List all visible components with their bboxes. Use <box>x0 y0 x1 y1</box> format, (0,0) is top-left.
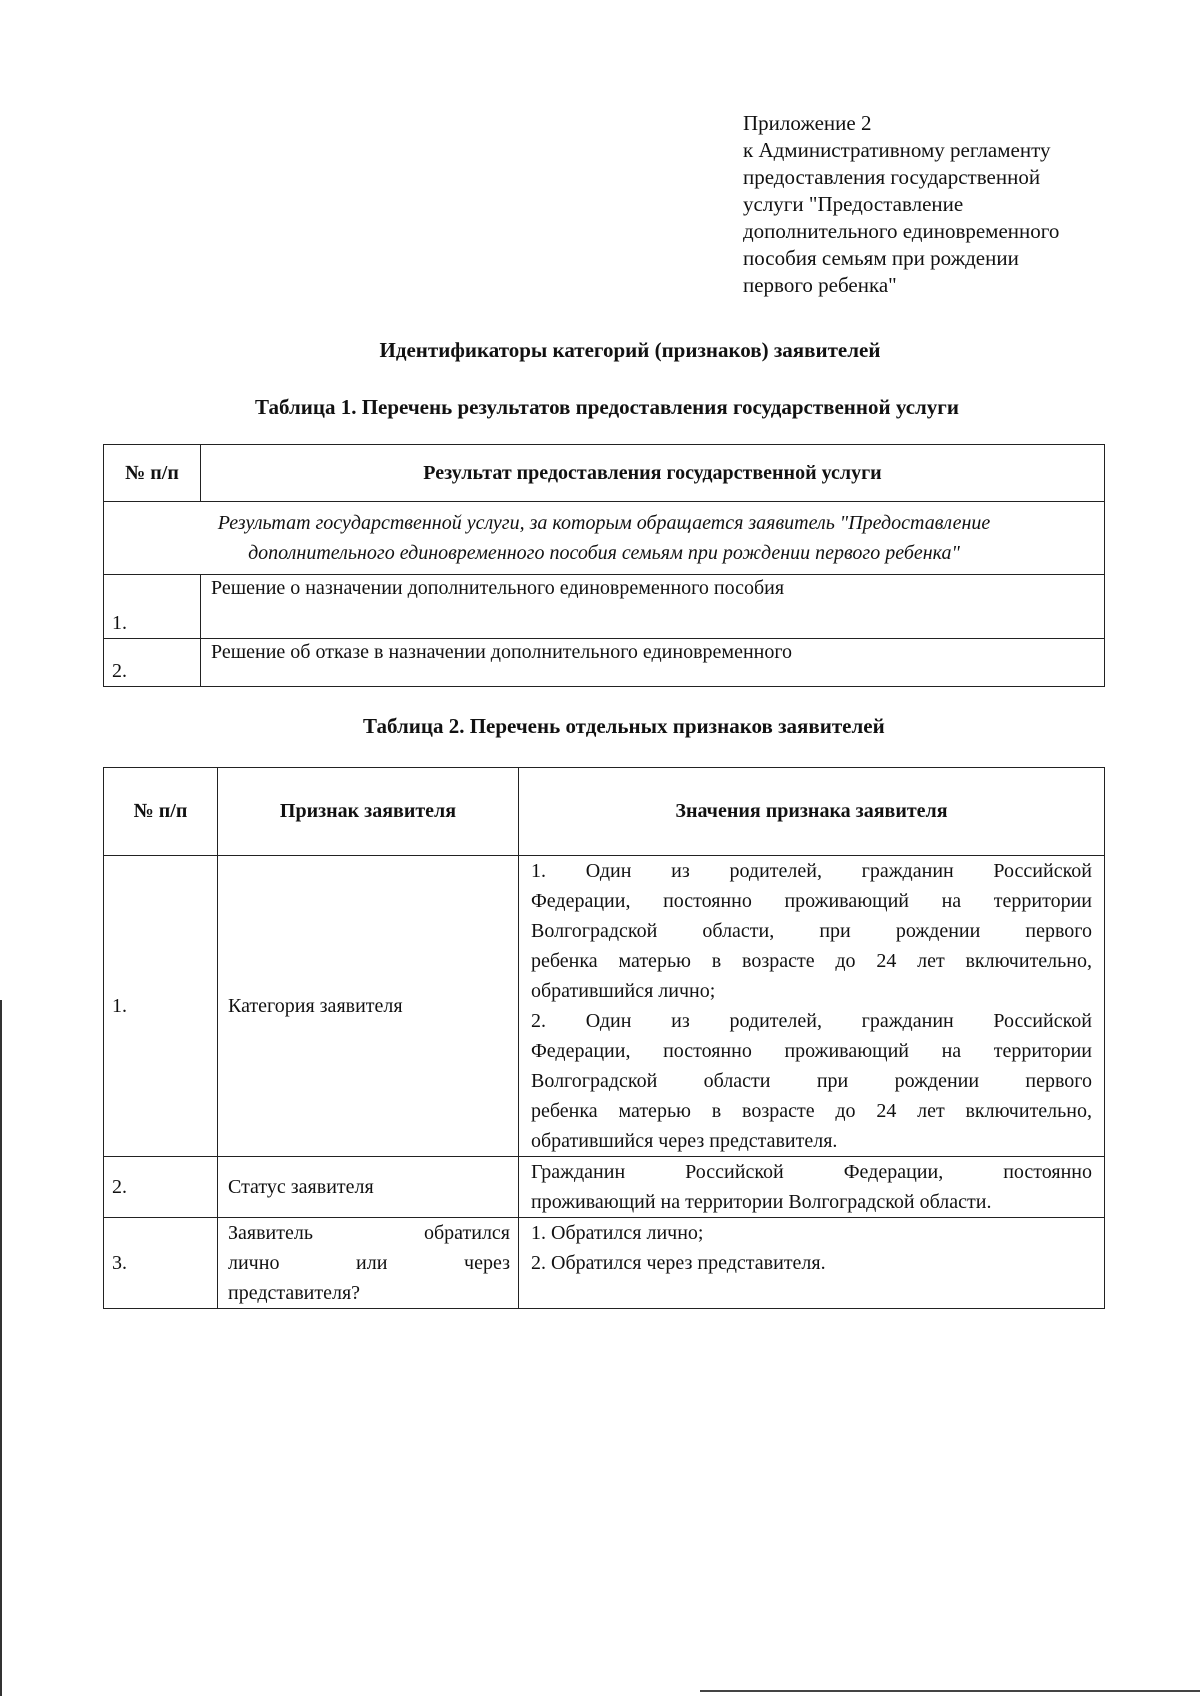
attribute-values <box>519 1157 1105 1218</box>
value-line: 2. Обратился через представителя. <box>531 1252 826 1274</box>
label-line: Заявитель обратился <box>228 1222 510 1244</box>
appendix-header <box>743 110 1143 299</box>
value-line: обратившийся лично; <box>531 980 716 1002</box>
scan-bottom-edge <box>700 1690 1200 1692</box>
label-line: представителя? <box>228 1282 361 1304</box>
appendix-line: предоставления государственной <box>743 165 1041 189</box>
document-title: Идентификаторы категорий (признаков) заявителей <box>379 338 881 362</box>
appendix-line: Приложение 2 <box>743 111 872 135</box>
table-header-row <box>104 768 1105 856</box>
value-line: ребенка матерью в возрасте до 24 лет включительно, <box>531 1100 1092 1122</box>
table1-caption: Таблица 1. Перечень результатов предоставления государственной услуги <box>255 395 959 419</box>
section-row <box>104 502 1105 575</box>
attribute-values <box>519 1218 1105 1309</box>
row-number: 2. <box>104 1157 218 1218</box>
value-line: Волгоградской области, при рождении первого <box>531 920 1092 942</box>
scan-margin-edge <box>0 1000 2 1696</box>
value-line: Федерации, постоянно проживающий на территории <box>531 890 1092 912</box>
value-line: Волгоградской области при рождении первого <box>531 1070 1092 1092</box>
value-line: ребенка матерью в возрасте до 24 лет включительно, <box>531 950 1092 972</box>
column-header-result: Результат предоставления государственной услуги <box>201 445 1105 502</box>
attribute-label: Статус заявителя <box>218 1157 519 1218</box>
table2-caption: Таблица 2. Перечень отдельных признаков заявителей <box>363 714 885 738</box>
appendix-line: первого ребенка" <box>743 273 897 297</box>
appendix-line: к Административному регламенту <box>743 138 1051 162</box>
attribute-label <box>218 1218 519 1309</box>
appendix-line: услуги "Предоставление <box>743 192 964 216</box>
row-number: 2. <box>104 639 201 687</box>
appendix-line: пособия семьям при рождении <box>743 246 1019 270</box>
table-row <box>104 1218 1105 1309</box>
table-header-row <box>104 445 1105 502</box>
row-number: 3. <box>104 1218 218 1309</box>
table-row <box>104 1157 1105 1218</box>
row-number: 1. <box>104 575 201 639</box>
label-line: лично или через <box>228 1252 510 1274</box>
column-header-attribute: Признак заявителя <box>218 768 519 856</box>
attribute-label: Категория заявителя <box>218 856 519 1157</box>
appendix-line: дополнительного единовременного <box>743 219 1060 243</box>
section-line: дополнительного единовременного пособия семьям при рождении первого ребенка" <box>248 542 960 564</box>
attribute-values <box>519 856 1105 1157</box>
table-row <box>104 856 1105 1157</box>
column-header-values: Значения признака заявителя <box>519 768 1105 856</box>
column-header-number: № п/п <box>104 445 201 502</box>
results-table <box>103 444 1105 687</box>
value-line: 1. Один из родителей, гражданин Российской <box>531 860 1092 882</box>
table-row <box>104 575 1105 639</box>
value-line: обратившийся через представителя. <box>531 1130 838 1152</box>
result-text: Решение о назначении дополнительного единовременного пособия <box>201 575 1105 639</box>
row-number: 1. <box>104 856 218 1157</box>
section-line: Результат государственной услуги, за которым обращается заявитель "Предоставление <box>217 512 991 534</box>
value-line: Федерации, постоянно проживающий на территории <box>531 1040 1092 1062</box>
column-header-number: № п/п <box>104 768 218 856</box>
value-line: Гражданин Российской Федерации, постоянно <box>531 1161 1092 1183</box>
section-cell <box>104 502 1105 575</box>
value-line: 1. Обратился лично; <box>531 1222 704 1244</box>
applicant-attributes-table <box>103 767 1105 1309</box>
value-line: 2. Один из родителей, гражданин Российской <box>531 1010 1092 1032</box>
value-line: проживающий на территории Волгоградской области. <box>531 1191 992 1213</box>
table-row <box>104 639 1105 687</box>
result-text: Решение об отказе в назначении дополнительного единовременного <box>201 639 1105 687</box>
